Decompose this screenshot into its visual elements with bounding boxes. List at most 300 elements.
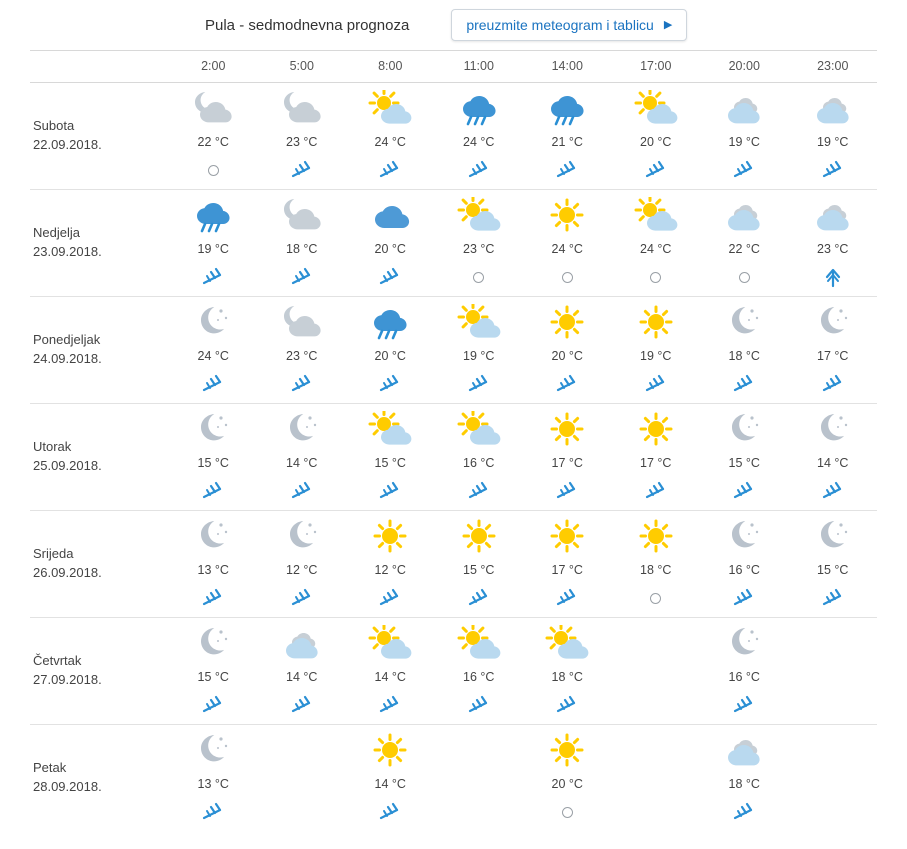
rain-shower-icon <box>545 90 589 128</box>
forecast-cell <box>435 83 524 190</box>
wind-icon-slot <box>258 264 347 290</box>
wind-icon-slot <box>523 371 612 397</box>
wind-icon-slot <box>789 478 878 504</box>
wind-icon-slot <box>169 585 258 611</box>
clear-night-icon <box>280 411 324 449</box>
wind-icon-slot <box>789 692 878 718</box>
wind-barb-icon <box>731 480 757 502</box>
wind-barb-icon <box>554 480 580 502</box>
weather-icon-slot <box>523 198 612 234</box>
wind-icon-slot <box>258 799 347 825</box>
wind-icon-slot <box>346 264 435 290</box>
wind-barb-icon <box>200 587 226 609</box>
temperature-value: 15 °C <box>374 456 406 470</box>
wind-icon-slot <box>700 799 789 825</box>
page-title: Pula - sedmodnevna prognoza <box>205 16 410 34</box>
temperature-value: 24 °C <box>374 135 406 149</box>
temperature-value: 21 °C <box>551 135 583 149</box>
forecast-cell <box>258 725 347 832</box>
forecast-table-body <box>30 83 877 832</box>
day-column-header <box>30 51 169 83</box>
forecast-cell <box>169 404 258 511</box>
clear-night-icon <box>280 518 324 556</box>
hour-header-6: 20:00 <box>700 51 789 83</box>
temperature-value: 16 °C <box>728 670 760 684</box>
wind-barb-icon <box>554 159 580 181</box>
forecast-cell <box>258 404 347 511</box>
calm-icon <box>650 593 661 604</box>
forecast-cell <box>523 511 612 618</box>
forecast-cell <box>346 618 435 725</box>
wind-barb-icon <box>377 587 403 609</box>
forecast-cell <box>700 511 789 618</box>
day-label-cell <box>30 618 169 725</box>
wind-icon-slot <box>789 585 878 611</box>
forecast-table-head <box>30 51 877 83</box>
weather-icon-slot <box>169 412 258 448</box>
download-meteogram-button[interactable] <box>451 9 687 41</box>
temperature-value: 13 °C <box>197 777 229 791</box>
weather-icon-slot <box>523 412 612 448</box>
temperature-value: 22 °C <box>728 242 760 256</box>
play-arrow-icon: ▶ <box>663 18 673 31</box>
weather-icon-slot <box>523 626 612 662</box>
forecast-cell <box>346 725 435 832</box>
clear-night-icon <box>722 518 766 556</box>
hour-header-4: 14:00 <box>523 51 612 83</box>
hour-header-2: 8:00 <box>346 51 435 83</box>
weather-icon-slot <box>435 91 524 127</box>
wind-icon-slot <box>523 264 612 290</box>
temperature-value: 20 °C <box>374 242 406 256</box>
weather-icon-slot <box>346 733 435 769</box>
temperature-value: 24 °C <box>197 349 229 363</box>
clear-night-icon <box>722 411 766 449</box>
sunny-icon <box>545 197 589 235</box>
forecast-cell <box>346 511 435 618</box>
clear-night-icon <box>191 304 235 342</box>
sunny-icon <box>545 518 589 556</box>
calm-icon <box>473 272 484 283</box>
partly-cloudy-day-icon <box>457 197 501 235</box>
forecast-cell <box>612 511 701 618</box>
weather-icon-slot <box>346 305 435 341</box>
forecast-cell <box>612 618 701 725</box>
day-name: Utorak <box>33 439 72 455</box>
weather-icon-slot <box>612 91 701 127</box>
day-name: Petak <box>33 760 67 776</box>
wind-icon-slot <box>346 371 435 397</box>
temperature-value: 12 °C <box>286 563 318 577</box>
temperature-value <box>789 777 878 793</box>
temperature-value <box>612 670 701 686</box>
forecast-cell <box>169 618 258 725</box>
day-date: 24.09.2018. <box>33 351 102 366</box>
wind-icon-slot <box>435 692 524 718</box>
forecast-cell <box>346 404 435 511</box>
forecast-cell <box>612 404 701 511</box>
wind-icon-slot <box>700 157 789 183</box>
wind-icon-slot <box>258 157 347 183</box>
forecast-cell <box>169 297 258 404</box>
wind-barb-icon <box>289 480 315 502</box>
calm-icon <box>562 272 573 283</box>
forecast-cell <box>612 725 701 832</box>
rain-shower-icon <box>368 304 412 342</box>
weather-icon-slot <box>169 733 258 769</box>
forecast-cell <box>700 618 789 725</box>
weather-icon-slot <box>435 305 524 341</box>
forecast-cell <box>789 618 878 725</box>
forecast-cell <box>435 404 524 511</box>
temperature-value: 15 °C <box>728 456 760 470</box>
forecast-cell <box>523 83 612 190</box>
wind-icon-slot <box>612 371 701 397</box>
forecast-cell <box>700 404 789 511</box>
wind-icon-slot <box>258 585 347 611</box>
wind-icon-slot <box>169 799 258 825</box>
forecast-cell <box>435 725 524 832</box>
calm-icon <box>562 807 573 818</box>
day-name: Srijeda <box>33 546 74 562</box>
hour-header-3: 11:00 <box>435 51 524 83</box>
wind-icon-slot <box>435 478 524 504</box>
table-row <box>30 511 877 618</box>
forecast-cell <box>612 297 701 404</box>
forecast-cell <box>435 190 524 297</box>
wind-icon-slot <box>169 478 258 504</box>
wind-icon-slot <box>789 371 878 397</box>
weather-icon-slot <box>789 412 878 448</box>
temperature-value: 24 °C <box>640 242 672 256</box>
wind-icon-slot <box>346 585 435 611</box>
day-date: 23.09.2018. <box>33 244 102 259</box>
clear-night-icon <box>191 411 235 449</box>
forecast-cell <box>258 190 347 297</box>
forecast-cell <box>169 511 258 618</box>
wind-icon-slot <box>523 157 612 183</box>
forecast-cell <box>789 190 878 297</box>
hour-header-row <box>30 51 877 83</box>
day-name: Ponedjeljak <box>33 332 101 348</box>
clear-night-icon <box>722 304 766 342</box>
temperature-value: 19 °C <box>197 242 229 256</box>
weather-icon-slot <box>700 412 789 448</box>
cloudy-icon <box>722 197 766 235</box>
temperature-value: 20 °C <box>551 349 583 363</box>
wind-icon-slot <box>700 692 789 718</box>
wind-barb-icon <box>466 373 492 395</box>
wind-icon-slot <box>700 264 789 290</box>
wind-barb-icon <box>554 694 580 716</box>
wind-icon-slot <box>258 478 347 504</box>
wind-icon-slot <box>700 371 789 397</box>
forecast-cell <box>435 511 524 618</box>
wind-barb-icon <box>731 587 757 609</box>
weather-icon-slot <box>700 519 789 555</box>
wind-icon-slot <box>435 157 524 183</box>
weather-icon-slot <box>346 91 435 127</box>
forecast-cell <box>523 404 612 511</box>
partly-cloudy-day-icon <box>545 625 589 663</box>
cloudy-icon <box>280 625 324 663</box>
wind-icon-slot <box>612 692 701 718</box>
weather-icon-slot <box>169 626 258 662</box>
clear-night-icon <box>722 625 766 663</box>
partly-cloudy-night-icon <box>280 304 324 342</box>
forecast-cell <box>700 190 789 297</box>
weather-icon-slot <box>258 412 347 448</box>
weather-icon-slot <box>789 198 878 234</box>
forecast-cell <box>523 618 612 725</box>
temperature-value: 24 °C <box>551 242 583 256</box>
weather-icon-slot <box>346 626 435 662</box>
wind-icon-slot <box>346 478 435 504</box>
temperature-value: 19 °C <box>728 135 760 149</box>
weather-icon-slot <box>700 305 789 341</box>
wind-icon-slot <box>523 692 612 718</box>
wind-icon-slot <box>435 799 524 825</box>
wind-icon-slot <box>346 692 435 718</box>
weather-icon-slot <box>435 519 524 555</box>
forecast-table <box>30 50 877 831</box>
day-name: Četvrtak <box>33 653 82 669</box>
clear-night-icon <box>811 518 855 556</box>
sunny-icon <box>634 304 678 342</box>
weather-icon-slot <box>258 626 347 662</box>
temperature-value: 16 °C <box>728 563 760 577</box>
wind-icon-slot <box>523 478 612 504</box>
weather-icon-slot <box>258 733 347 769</box>
wind-icon-slot <box>700 585 789 611</box>
day-label-cell <box>30 297 169 404</box>
temperature-value: 18 °C <box>640 563 672 577</box>
wind-icon-slot <box>435 585 524 611</box>
day-label-cell <box>30 725 169 832</box>
weather-icon-slot <box>523 519 612 555</box>
sunny-icon <box>634 411 678 449</box>
weather-icon-slot <box>700 733 789 769</box>
temperature-value: 14 °C <box>374 777 406 791</box>
wind-icon-slot <box>789 799 878 825</box>
temperature-value: 18 °C <box>551 670 583 684</box>
day-label-cell <box>30 404 169 511</box>
weather-icon-slot <box>435 412 524 448</box>
weather-icon-slot <box>258 519 347 555</box>
wind-barb-icon <box>377 373 403 395</box>
forecast-cell <box>258 297 347 404</box>
forecast-cell <box>258 511 347 618</box>
weather-icon-slot <box>523 733 612 769</box>
wind-barb-icon <box>289 159 315 181</box>
weather-icon-slot <box>612 626 701 662</box>
wind-icon-slot <box>789 264 878 290</box>
forecast-cell <box>169 83 258 190</box>
temperature-value: 19 °C <box>640 349 672 363</box>
temperature-value: 14 °C <box>286 456 318 470</box>
cloudy-icon <box>722 90 766 128</box>
wind-barb-icon <box>643 480 669 502</box>
weather-icon-slot <box>169 519 258 555</box>
weather-icon-slot <box>789 519 878 555</box>
wind-barb-icon <box>200 480 226 502</box>
weather-icon-slot <box>612 733 701 769</box>
forecast-cell <box>169 725 258 832</box>
forecast-cell <box>789 725 878 832</box>
forecast-cell <box>258 83 347 190</box>
sunny-icon <box>457 518 501 556</box>
forecast-cell <box>435 618 524 725</box>
temperature-value: 23 °C <box>286 349 318 363</box>
day-label-cell <box>30 190 169 297</box>
forecast-cell <box>789 511 878 618</box>
temperature-value: 15 °C <box>197 456 229 470</box>
forecast-cell <box>700 83 789 190</box>
wind-icon-slot <box>346 799 435 825</box>
wind-icon-slot <box>258 692 347 718</box>
temperature-value: 17 °C <box>640 456 672 470</box>
hour-header-0: 2:00 <box>169 51 258 83</box>
weather-icon-slot <box>346 412 435 448</box>
wind-arrow-up-icon <box>821 265 845 289</box>
weather-icon-slot <box>523 305 612 341</box>
wind-barb-icon <box>377 694 403 716</box>
clear-night-icon <box>191 625 235 663</box>
wind-barb-icon <box>200 266 226 288</box>
temperature-value: 23 °C <box>463 242 495 256</box>
clear-night-icon <box>811 304 855 342</box>
day-date: 22.09.2018. <box>33 137 102 152</box>
cloudy-icon <box>722 732 766 770</box>
wind-barb-icon <box>731 159 757 181</box>
day-date: 28.09.2018. <box>33 779 102 794</box>
download-button-label: preuzmite meteogram i tablicu <box>466 17 654 33</box>
wind-icon-slot <box>169 157 258 183</box>
day-label-cell <box>30 83 169 190</box>
temperature-value: 15 °C <box>817 563 849 577</box>
temperature-value <box>789 670 878 686</box>
weather-icon-slot <box>612 198 701 234</box>
sunny-icon <box>634 518 678 556</box>
partly-cloudy-day-icon <box>634 197 678 235</box>
weather-icon-slot <box>258 305 347 341</box>
forecast-cell <box>169 190 258 297</box>
partly-cloudy-day-icon <box>634 90 678 128</box>
wind-barb-icon <box>466 587 492 609</box>
wind-barb-icon <box>289 266 315 288</box>
wind-barb-icon <box>200 373 226 395</box>
temperature-value: 20 °C <box>640 135 672 149</box>
hour-header-7: 23:00 <box>789 51 878 83</box>
day-date: 26.09.2018. <box>33 565 102 580</box>
weather-icon-slot <box>258 91 347 127</box>
partly-cloudy-night-icon <box>280 197 324 235</box>
wind-barb-icon <box>377 266 403 288</box>
wind-icon-slot <box>435 371 524 397</box>
forecast-cell <box>612 190 701 297</box>
wind-icon-slot <box>523 799 612 825</box>
forecast-cell <box>523 297 612 404</box>
wind-barb-icon <box>554 373 580 395</box>
clear-night-icon <box>811 411 855 449</box>
wind-barb-icon <box>377 159 403 181</box>
temperature-value <box>435 777 524 793</box>
table-row <box>30 725 877 832</box>
wind-barb-icon <box>554 587 580 609</box>
temperature-value: 14 °C <box>374 670 406 684</box>
forecast-table-wrapper <box>0 50 907 831</box>
table-row <box>30 404 877 511</box>
wind-icon-slot <box>523 585 612 611</box>
weather-icon-slot <box>435 198 524 234</box>
wind-barb-icon <box>289 694 315 716</box>
table-row <box>30 618 877 725</box>
weather-icon-slot <box>700 198 789 234</box>
wind-icon-slot <box>789 157 878 183</box>
temperature-value: 17 °C <box>551 456 583 470</box>
temperature-value: 19 °C <box>463 349 495 363</box>
temperature-value: 23 °C <box>286 135 318 149</box>
wind-barb-icon <box>820 373 846 395</box>
weather-icon-slot <box>612 305 701 341</box>
clear-night-icon <box>191 732 235 770</box>
temperature-value: 17 °C <box>817 349 849 363</box>
wind-icon-slot <box>169 264 258 290</box>
hour-header-5: 17:00 <box>612 51 701 83</box>
forecast-cell <box>789 83 878 190</box>
weather-icon-slot <box>523 91 612 127</box>
table-row <box>30 83 877 190</box>
calm-icon <box>739 272 750 283</box>
forecast-cell <box>789 297 878 404</box>
partly-cloudy-day-icon <box>368 625 412 663</box>
temperature-value: 17 °C <box>551 563 583 577</box>
rain-shower-icon <box>191 197 235 235</box>
wind-barb-icon <box>466 480 492 502</box>
temperature-value: 24 °C <box>463 135 495 149</box>
sunny-icon <box>545 732 589 770</box>
weather-icon-slot <box>346 519 435 555</box>
partly-cloudy-day-icon <box>457 304 501 342</box>
sunny-icon <box>368 732 412 770</box>
weather-icon-slot <box>700 91 789 127</box>
calm-icon <box>208 165 219 176</box>
day-date: 25.09.2018. <box>33 458 102 473</box>
wind-barb-icon <box>377 801 403 823</box>
weather-icon-slot <box>258 198 347 234</box>
temperature-value: 18 °C <box>286 242 318 256</box>
temperature-value: 23 °C <box>817 242 849 256</box>
temperature-value: 15 °C <box>197 670 229 684</box>
forecast-cell <box>523 725 612 832</box>
partly-cloudy-day-icon <box>457 625 501 663</box>
forecast-cell <box>612 83 701 190</box>
weather-icon-slot <box>789 733 878 769</box>
wind-barb-icon <box>377 480 403 502</box>
weather-icon-slot <box>789 626 878 662</box>
partly-cloudy-night-icon <box>191 90 235 128</box>
partly-cloudy-day-icon <box>368 411 412 449</box>
wind-icon-slot <box>612 799 701 825</box>
temperature-value <box>258 777 347 793</box>
weather-icon-slot <box>612 412 701 448</box>
temperature-value: 15 °C <box>463 563 495 577</box>
weather-icon-slot <box>789 91 878 127</box>
weather-icon-slot <box>612 519 701 555</box>
wind-icon-slot <box>612 264 701 290</box>
weather-icon-slot <box>435 626 524 662</box>
wind-barb-icon <box>643 159 669 181</box>
